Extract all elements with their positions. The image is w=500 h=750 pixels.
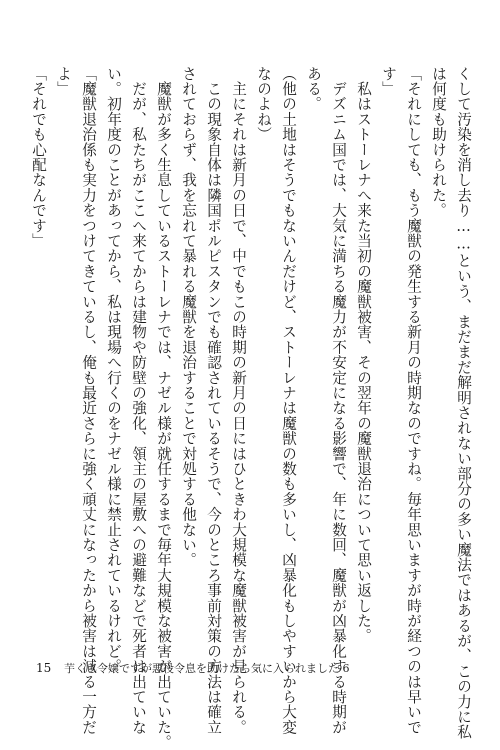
- text-line: ある。: [305, 66, 322, 112]
- text-line: 「魔獣退治係も実力をつけてきているし、俺も最近さらに強く頑丈になったから被害は減る一方だ: [80, 66, 97, 735]
- text-line: デズニム国では、大気に満ちる魔力が不安定になる影響で、年に数回、魔獣が凶暴化する時期が: [330, 66, 347, 735]
- text-line: 「それにしても、もう魔獣の発生する新月の時期なのですね。毎年思いますが時が経つのは早いで: [405, 66, 422, 735]
- text-line: は何度も助けられた。: [430, 66, 447, 218]
- text-line: この現象自体は隣国ポルピスタンでも確認されているそうで、今のところ事前対策の方法は確立: [205, 66, 222, 735]
- text-line: くして汚染を消し去り……という、まだまだ解明されない部分の多い魔法ではあるが、この力に私: [455, 66, 472, 740]
- text-line: 主にそれは新月の日で、中でもこの時期の新月の日にはひときわ大規模な魔獣被害が見られる。: [230, 66, 247, 735]
- text-line: い。初年度のことがあってから、私は現場へ行くのをナゼル様に禁止されているけれど。: [105, 66, 122, 674]
- text-line: 私はストーレナへ来た当初の魔獣被害、その翌年の魔獣退治について思い返した。: [355, 66, 372, 644]
- running-title: 芋くさ令嬢ですが悪役令息を助けたら気に入られました 6: [64, 662, 350, 675]
- text-line: だが、私たちがここへ来てからは建物や防壁の強化、領主の屋敷への避難などで死者は出ていな: [130, 66, 147, 735]
- text-line: す」: [380, 66, 397, 97]
- text-line: 「それでも心配なんです」: [30, 66, 47, 249]
- text-line: （他の土地はそうでもないんだけど、ストーレナは魔獣の数も多いし、凶暴化もしやすいから大変: [280, 66, 297, 735]
- text-line: 魔獣が多く生息しているストーレナでは、ナゼル様が就任するまで毎年大規模な被害が出ていた。: [155, 66, 172, 750]
- text-line: されておらず、我を忘れて暴れる魔獣を退治することで対処する他ない。: [180, 66, 197, 568]
- text-line: よ」: [55, 66, 72, 97]
- page-number: 15: [36, 661, 52, 675]
- text-line: なのよね）: [255, 66, 272, 142]
